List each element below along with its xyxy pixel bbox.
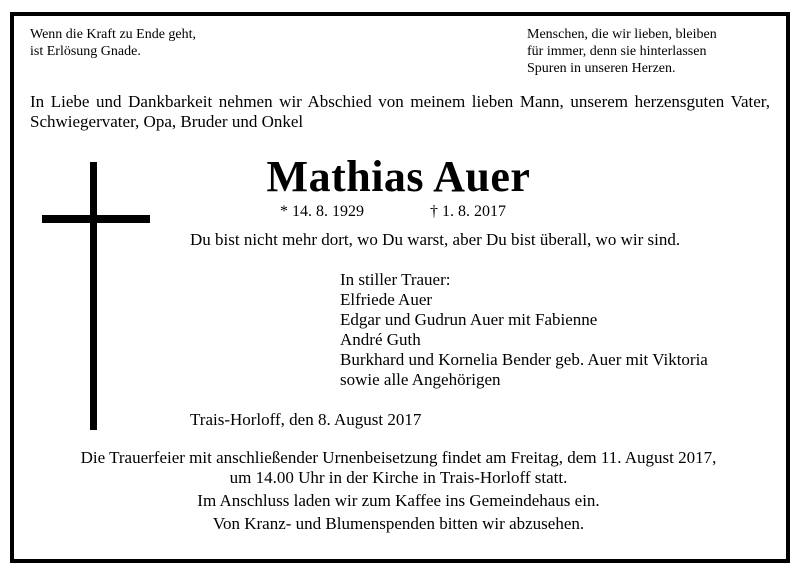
life-dates	[280, 202, 540, 222]
mourner: Elfriede Auer	[340, 290, 433, 309]
mourners-block	[340, 270, 780, 390]
mourning-heading: In stiller Trauer:	[340, 270, 451, 289]
funeral-info	[20, 448, 777, 488]
motto: Du bist nicht mehr dort, wo Du warst, aber Du bist überall, wo wir sind.	[190, 230, 681, 249]
quote-right	[527, 26, 767, 77]
cross-icon-bar	[42, 215, 150, 223]
birth-date: * 14. 8. 1929	[280, 203, 364, 220]
cross-icon	[90, 162, 97, 430]
place-date: Trais-Horloff, den 8. August 2017	[190, 410, 422, 429]
death-date: † 1. 8. 2017	[430, 203, 506, 220]
funeral-line: Die Trauerfeier mit anschließender Urnenbeisetzung findet am Freitag, dem 11. August 2017,	[80, 448, 717, 467]
intro-text: In Liebe und Dankbarkeit nehmen wir Abschied von meinem lieben Mann, unserem herzensguten Vater, Schwiegervater, Opa, Bruder und Onkel	[30, 92, 770, 131]
mourner: sowie alle Angehörigen	[340, 370, 501, 389]
quote-right-line: Spuren in unseren Herzen.	[527, 61, 676, 76]
quote-left-line: ist Erlösung Gnade.	[30, 44, 141, 59]
quote-right-line: Menschen, die wir lieben, bleiben	[527, 27, 717, 42]
quote-left-line: Wenn die Kraft zu Ende geht,	[30, 27, 197, 42]
mourner: Burkhard und Kornelia Bender geb. Auer mit Viktoria	[340, 350, 708, 369]
deceased-name: Mathias Auer	[266, 152, 531, 201]
funeral-line: um 14.00 Uhr in der Kirche in Trais-Horloff statt.	[229, 468, 568, 487]
flowers-note: Von Kranz- und Blumenspenden bitten wir abzusehen.	[212, 514, 585, 533]
coffee-invitation: Im Anschluss laden wir zum Kaffee ins Gemeindehaus ein.	[197, 491, 600, 510]
quote-right-line: für immer, denn sie hinterlassen	[527, 44, 707, 59]
quote-left	[30, 26, 330, 60]
mourner: Edgar und Gudrun Auer mit Fabienne	[340, 310, 598, 329]
mourner: André Guth	[340, 330, 421, 349]
